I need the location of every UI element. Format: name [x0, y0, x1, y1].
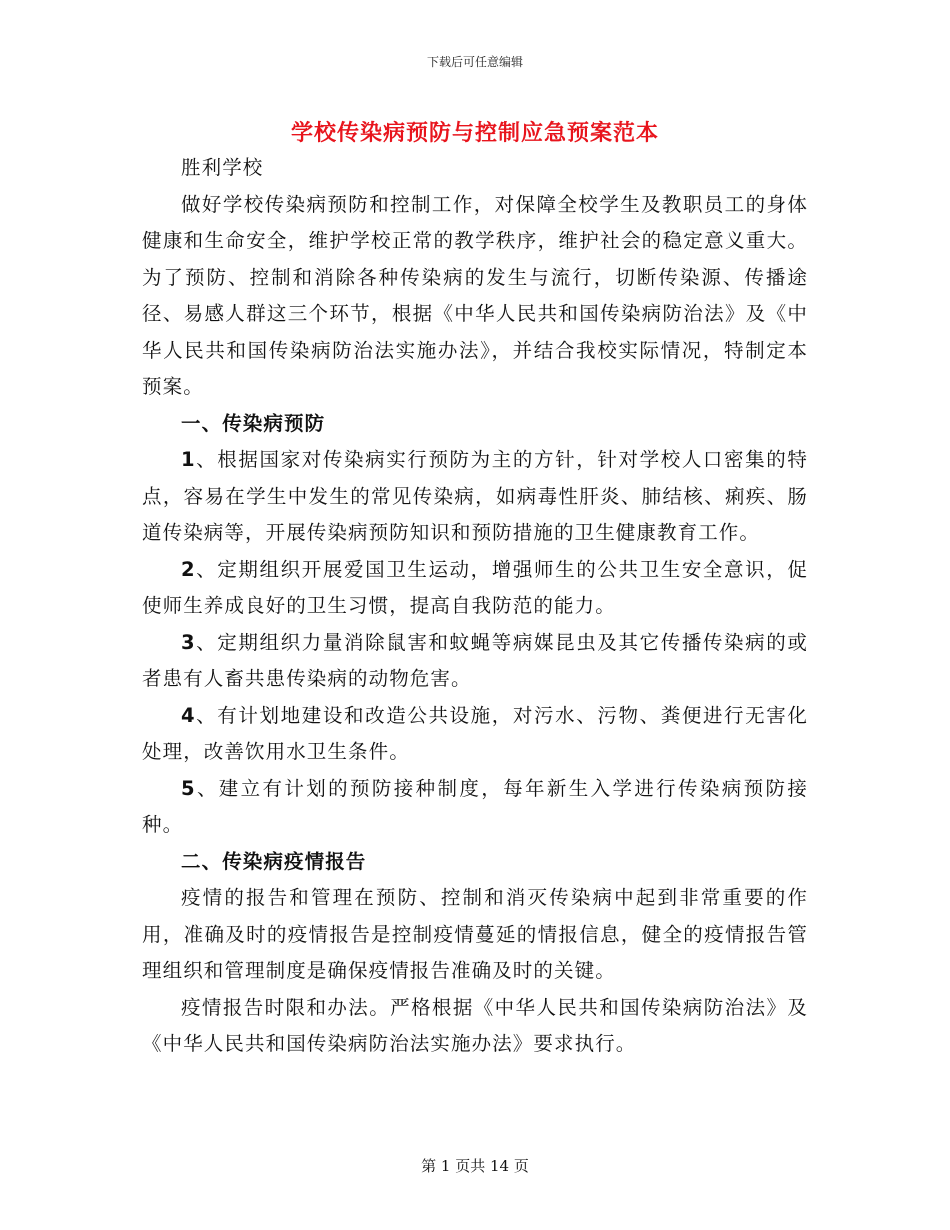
item-text: 、定期组织力量消除鼠害和蚊蝇等病媒昆虫及其它传播传染病的或者患有人畜共患传染病的动物危害。: [142, 630, 808, 690]
section-1-item-2: [142, 552, 808, 625]
page-header: 下载后可任意编辑: [426, 55, 523, 69]
school-name: 胜利学校: [181, 156, 264, 179]
section-1-heading: 一、传染病预防: [181, 411, 326, 435]
item-number: 5: [181, 776, 196, 800]
item-text: 、建立有计划的预防接种制度，每年新生入学进行传染病预防接种。: [142, 776, 808, 836]
section-1-item-3: [142, 625, 808, 698]
section-2-heading: 二、传染病疫情报告: [181, 849, 367, 873]
page-footer: 第 1 页共 14 页: [421, 1157, 529, 1175]
item-number: 3: [181, 630, 196, 654]
document-title: 学校传染病预防与控制应急预案范本: [290, 120, 659, 146]
section-2-paragraph-2: 疫情报告时限和办法。严格根据《中华人民共和国传染病防治法》及《中华人民共和国传染病防治法实施办法》要求执行。: [142, 995, 808, 1055]
intro-paragraph: 做好学校传染病预防和控制工作，对保障全校学生及教职员工的身体健康和生命安全，维护学校正常的教学秩序，维护社会的稳定意义重大。为了预防、控制和消除各种传染病的发生与流行，切断传染源、传播途径、易感人群这三个环节，根据《中华人民共和国传染病防治法》及《中华人民共和国传染病防治法实施办法》，并结合我校实际情况，特制定本预案。: [142, 192, 808, 398]
item-text: 、有计划地建设和改造公共设施，对污水、污物、粪便进行无害化处理，改善饮用水卫生条件。: [142, 703, 808, 763]
item-number: 1: [181, 448, 196, 471]
section-1-item-1: [142, 442, 808, 552]
item-text: 、定期组织开展爱国卫生运动，增强师生的公共卫生安全意识，促使师生养成良好的卫生习惯，提高自我防范的能力。: [142, 557, 808, 617]
section-1-item-4: [142, 698, 808, 771]
section-1-item-5: [142, 771, 808, 844]
item-number: 2: [181, 557, 196, 581]
item-text: 、根据国家对传染病实行预防为主的方针，针对学校人口密集的特点，容易在学生中发生的常见传染病，如病毒性肝炎、肺结核、痢疾、肠道传染病等，开展传染病预防知识和预防措施的卫生健康教育工作。: [142, 448, 808, 544]
document-body: [142, 150, 808, 1063]
section-2-paragraph-1: 疫情的报告和管理在预防、控制和消灭传染病中起到非常重要的作用，准确及时的疫情报告是控制疫情蔓延的情报信息，健全的疫情报告管理组织和管理制度是确保疫情报告准确及时的关键。: [142, 886, 808, 982]
item-number: 4: [181, 703, 196, 727]
